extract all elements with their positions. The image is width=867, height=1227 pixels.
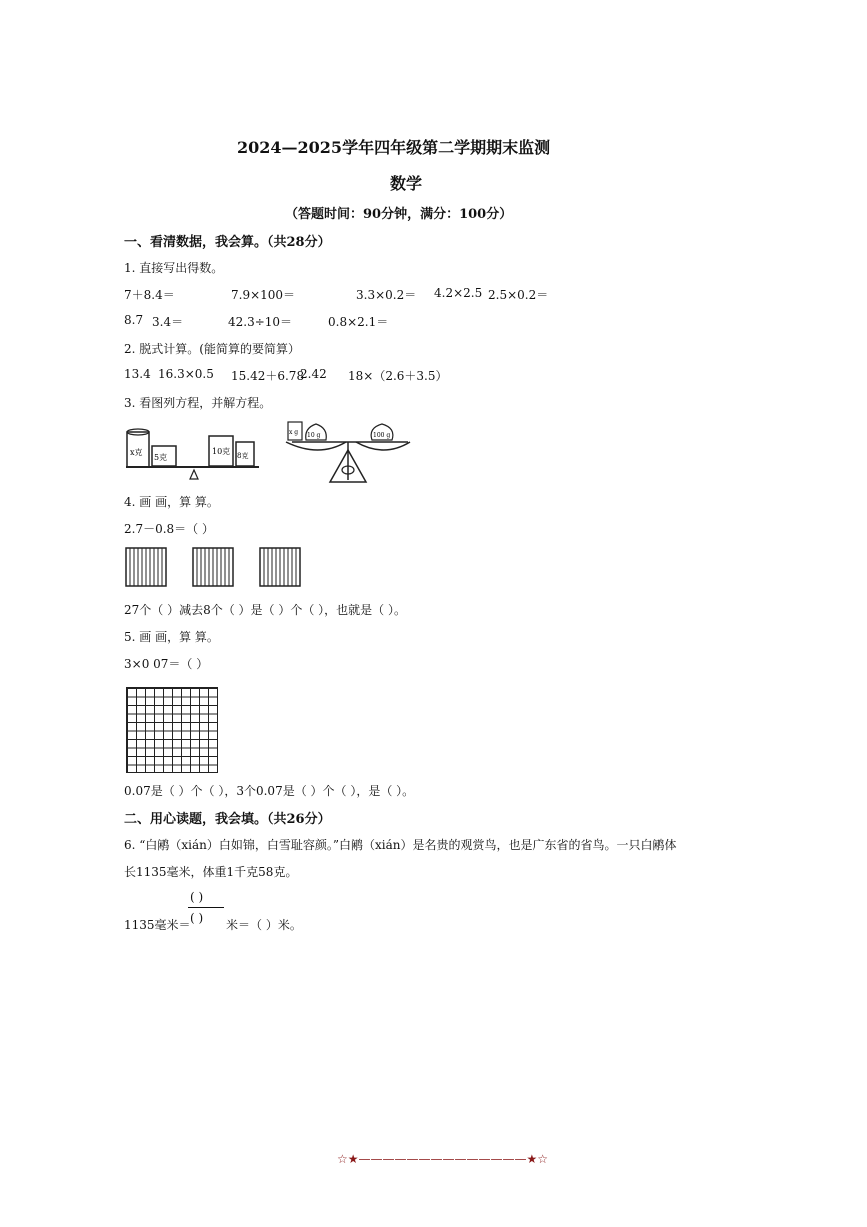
q2-label: 2. 脱式计算。(能简算的要简算） [124, 342, 300, 356]
q6-text-line1: 6. “白鹇（xián）白如锦，白雪耻容颜。”白鹇（xián）是名贵的观赏鸟，也是广东省的省鸟。一只白鹇体 [124, 838, 677, 852]
q5-fill-line: 0.07是（ ）个（ ），3个0.07是（ ）个（ ），是（ ）。 [124, 784, 415, 798]
q1-item: 7＋8.4＝ [124, 288, 175, 302]
q1-item: 8.7 [124, 313, 144, 327]
q1-item: 3.3×0.2＝ [356, 288, 417, 302]
decimal-strip-2 [192, 547, 234, 587]
q6-fraction-denominator: ( ) [190, 911, 204, 925]
q6-text-line2: 长1135毫米，体重1千克58克。 [124, 865, 298, 879]
q5-expression: 3×0 07＝（ ） [124, 657, 209, 671]
q4-fill-line: 27个（ ）减去8个（ ）是（ ）个（ ），也就是（ ）。 [124, 603, 406, 617]
q2-item: 15.42＋6.78 [231, 369, 305, 383]
right-bag-label: 100 g [373, 432, 391, 439]
footer-ornament: ☆★——————————————★☆ [337, 1152, 549, 1166]
q2-item: 18×（2.6＋3.5） [348, 369, 448, 383]
hundred-square-grid [126, 687, 218, 773]
q1-label: 1. 直接写出得数。 [124, 261, 224, 275]
box3-label: 8克 [237, 452, 249, 460]
decimal-strip-1 [125, 547, 167, 587]
left-box-label: x g [289, 429, 299, 436]
q3-label: 3. 看图列方程，并解方程。 [124, 396, 272, 410]
q4-expression: 2.7－0.8＝（ ） [124, 522, 214, 536]
decimal-strip-3 [259, 547, 301, 587]
q1-item: 0.8×2.1＝ [328, 315, 389, 329]
q1-item: 4.2×2.5 [434, 286, 483, 300]
section1-heading: 一、看清数据，我会算。（共28分） [124, 235, 331, 250]
q4-label: 4. 画 画，算 算。 [124, 495, 219, 509]
q1-item: 3.4＝ [152, 315, 184, 329]
balance-scale-figure [284, 418, 414, 486]
exam-info: （答题时间：90分钟，满分：100分） [285, 207, 513, 222]
box2-label: 10克 [212, 447, 231, 456]
q2-item: 16.3×0.5 [158, 367, 214, 381]
q2-item: 2.42 [300, 367, 327, 381]
q1-item: 7.9×100＝ [231, 288, 296, 302]
seesaw-figure [124, 424, 264, 484]
q6-prefix: 1135毫米＝ [124, 918, 191, 932]
can-label: x克 [130, 448, 143, 457]
fraction-bar [188, 907, 224, 908]
q5-label: 5. 画 画，算 算。 [124, 630, 219, 644]
q1-item: 42.3÷10＝ [228, 315, 293, 329]
left-bag-label: 10 g [307, 432, 321, 439]
box1-label: 5克 [154, 453, 168, 462]
page-title: 2024—2025学年四年级第二学期期末监测 [237, 138, 551, 157]
q6-suffix: 米＝（ ）米。 [226, 918, 302, 932]
q1-item: 2.5×0.2＝ [488, 288, 549, 302]
section2-heading: 二、用心读题，我会填。（共26分） [124, 812, 331, 827]
subject-title: 数学 [390, 174, 423, 193]
q2-item: 13.4 [124, 367, 151, 381]
q6-fraction-numerator: ( ) [190, 890, 204, 904]
